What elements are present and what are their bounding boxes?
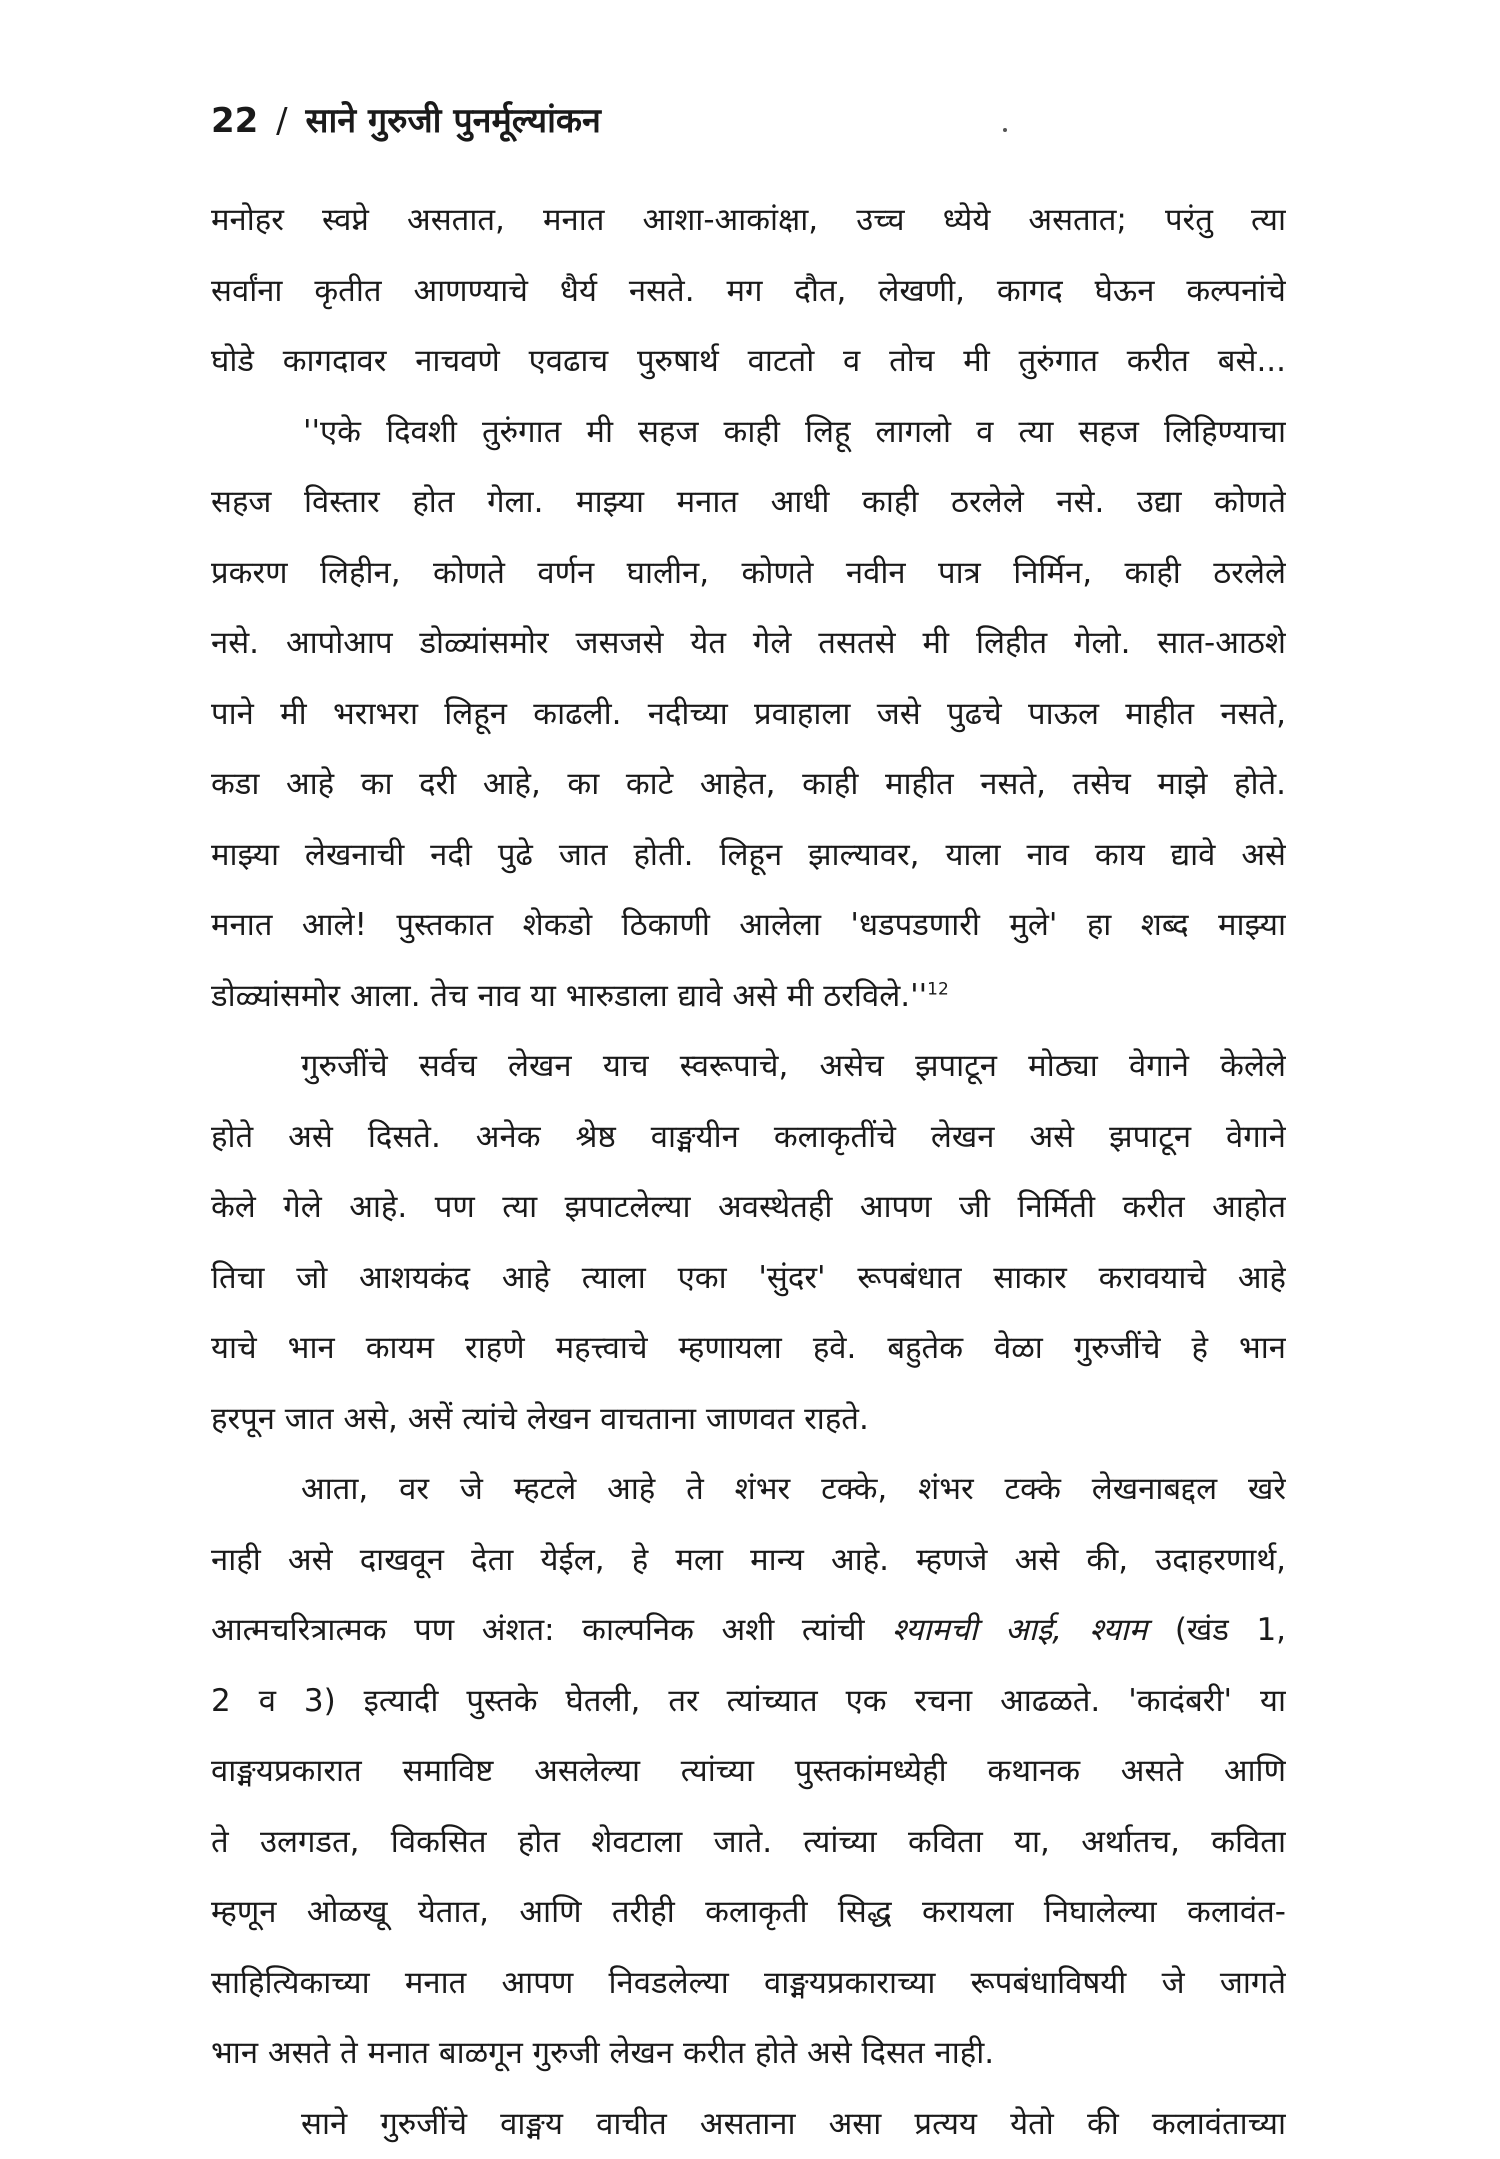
text-line: नाही असे दाखवून देता येईल, हे मला मान्य आहे. म्हणजे असे की, उदाहरणार्थ, bbox=[211, 1525, 1286, 1596]
print-speck bbox=[1003, 128, 1007, 132]
text-line: वाङ्मयप्रकारात समाविष्ट असलेल्या त्यांच्या पुस्तकांमध्येही कथानक असते आणि bbox=[211, 1736, 1286, 1807]
paragraph-end-line: हरपून जात असे, असें त्यांचे लेखन वाचताना जाणवत राहते. bbox=[211, 1384, 1286, 1455]
text-line: 2 व 3) इत्यादी पुस्तके घेतली, तर त्यांच्यात एक रचना आढळते. 'कादंबरी' या bbox=[211, 1666, 1286, 1737]
text-line: माझ्या लेखनाची नदी पुढे जात होती. लिहून झाल्यावर, याला नाव काय द्यावे असे bbox=[211, 820, 1286, 891]
text-line: प्रकरण लिहीन, कोणते वर्णन घालीन, कोणते नवीन पात्र निर्मिन, काही ठरलेले bbox=[211, 538, 1286, 609]
quote-start-line: ''एके दिवशी तुरुंगात मी सहज काही लिहू लागलो व त्या सहज लिहिण्याचा bbox=[211, 397, 1286, 468]
header-separator: / bbox=[276, 101, 287, 141]
page-body bbox=[211, 185, 1286, 2159]
running-head bbox=[211, 96, 1211, 146]
paragraph-end-line: भान असते ते मनात बाळगून गुरुजी लेखन करीत होते असे दिसत नाही. bbox=[211, 2018, 1286, 2089]
paragraph-start-line: साने गुरुजींचे वाङ्मय वाचीत असताना असा प्रत्यय येतो की कलावंताच्या bbox=[211, 2089, 1286, 2159]
text-line: घोडे कागदावर नाचवणे एवढाच पुरुषार्थ वाटतो व तोच मी तुरुंगात करीत बसे... bbox=[211, 326, 1286, 397]
text-line: मनात आले! पुस्तकात शेकडो ठिकाणी आलेला 'धडपडणारी मुले' हा शब्द माझ्या bbox=[211, 890, 1286, 961]
book-titles-italic: श्यामची आई, श्याम bbox=[892, 1612, 1147, 1648]
line-segment: आत्मचरित्रात्मक पण अंशत: काल्पनिक अशी त्यांची bbox=[211, 1612, 865, 1648]
text-line: याचे भान कायम राहणे महत्त्वाचे म्हणायला हवे. बहुतेक वेळा गुरुजींचे हे भान bbox=[211, 1313, 1286, 1384]
text-line: पाने मी भराभरा लिहून काढली. नदीच्या प्रवाहाला जसे पुढचे पाऊल माहीत नसते, bbox=[211, 679, 1286, 750]
text-line: तिचा जो आशयकंद आहे त्याला एका 'सुंदर' रूपबंधात साकार करावयाचे आहे bbox=[211, 1243, 1286, 1314]
text-line: केले गेले आहे. पण त्या झपाटलेल्या अवस्थेतही आपण जी निर्मिती करीत आहोत bbox=[211, 1172, 1286, 1243]
text-line: होते असे दिसते. अनेक श्रेष्ठ वाङ्मयीन कलाकृतींचे लेखन असे झपाटून वेगाने bbox=[211, 1102, 1286, 1173]
book-title: साने गुरुजी पुनर्मूल्यांकन bbox=[305, 101, 600, 141]
text-line: साहित्यिकाच्या मनात आपण निवडलेल्या वाङ्मयप्रकाराच्या रूपबंधाविषयी जे जागते bbox=[211, 1948, 1286, 2019]
text-line: कडा आहे का दरी आहे, का काटे आहेत, काही माहीत नसते, तसेच माझे होते. bbox=[211, 749, 1286, 820]
text-line: ते उलगडत, विकसित होत शेवटाला जाते. त्यांच्या कविता या, अर्थातच, कविता bbox=[211, 1807, 1286, 1878]
page-number: 22 bbox=[211, 101, 258, 141]
text-line: म्हणून ओळखू येतात, आणि तरीही कलाकृती सिद्ध करायला निघालेल्या कलावंत- bbox=[211, 1877, 1286, 1948]
quote-end-line bbox=[211, 961, 1286, 1032]
footnote-ref: 12 bbox=[927, 979, 949, 999]
text-line bbox=[211, 1595, 1286, 1666]
paragraph-start-line: गुरुजींचे सर्वच लेखन याच स्वरूपाचे, असेच झपाटून मोठ्या वेगाने केलेले bbox=[211, 1031, 1286, 1102]
line-segment: (खंड 1, bbox=[1175, 1612, 1286, 1648]
text-line: सहज विस्तार होत गेला. माझ्या मनात आधी काही ठरलेले नसे. उद्या कोणते bbox=[211, 467, 1286, 538]
text-line: सर्वांना कृतीत आणण्याचे धैर्य नसते. मग दौत, लेखणी, कागद घेऊन कल्पनांचे bbox=[211, 256, 1286, 327]
text-line: मनोहर स्वप्ने असतात, मनात आशा-आकांक्षा, उच्च ध्येये असतात; परंतु त्या bbox=[211, 185, 1286, 256]
text-line: नसे. आपोआप डोळ्यांसमोर जसजसे येत गेले तसतसे मी लिहीत गेलो. सात-आठशे bbox=[211, 608, 1286, 679]
quote-end-text: डोळ्यांसमोर आला. तेच नाव या भारुडाला द्यावे असे मी ठरविले.'' bbox=[211, 978, 927, 1014]
paragraph-start-line: आता, वर जे म्हटले आहे ते शंभर टक्के, शंभर टक्के लेखनाबद्दल खरे bbox=[211, 1454, 1286, 1525]
